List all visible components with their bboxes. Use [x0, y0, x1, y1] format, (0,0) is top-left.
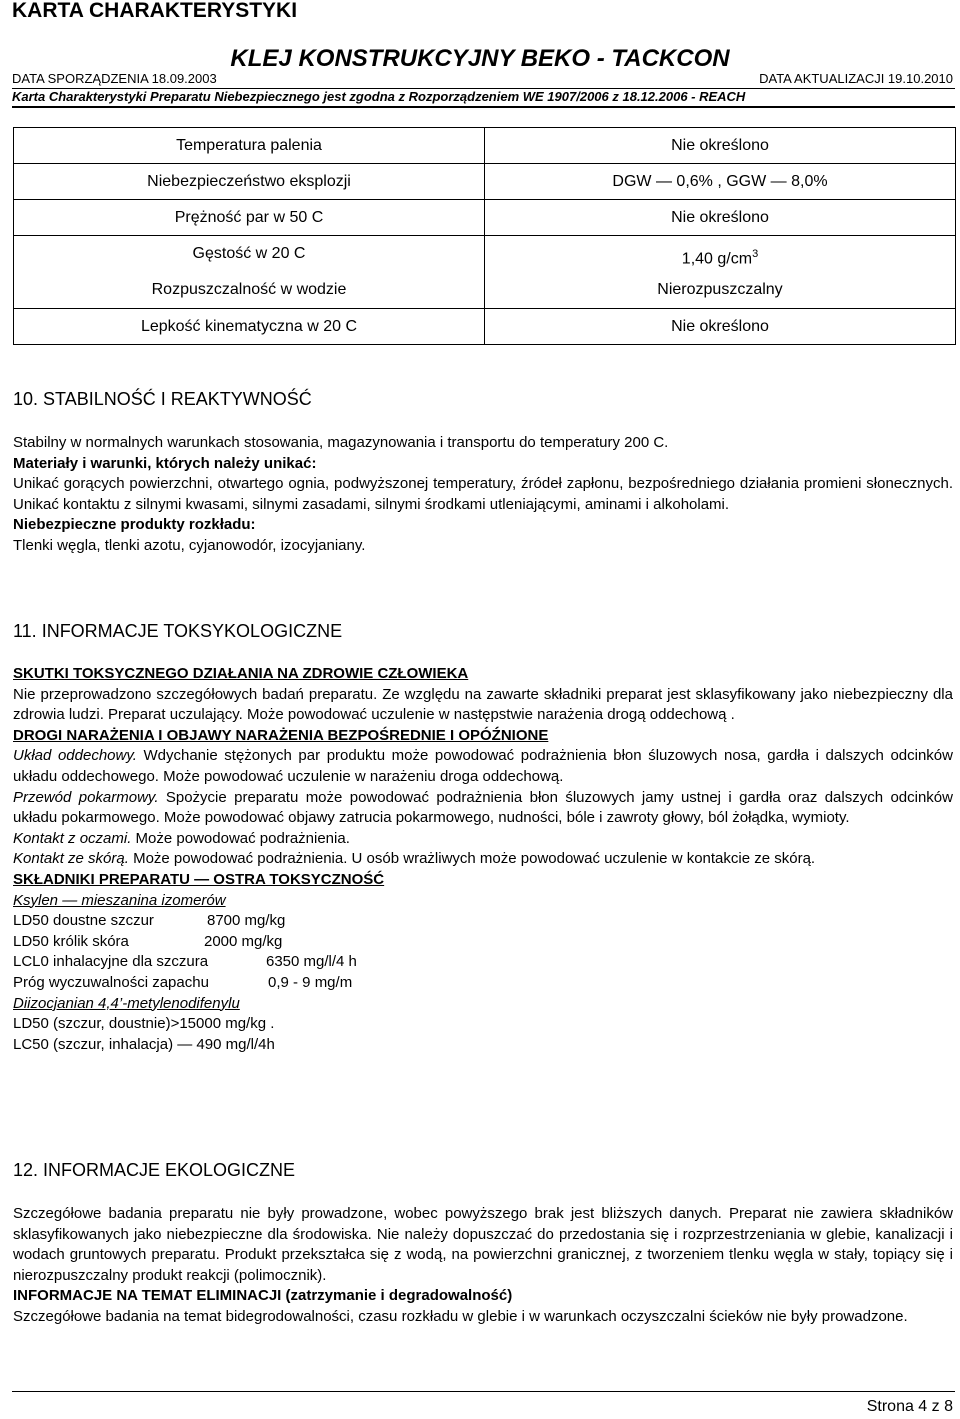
section-11-body	[13, 664, 953, 1055]
property-value: Nie określono	[485, 309, 956, 345]
document-type-title: KARTA CHARAKTERYSTYKI	[12, 0, 298, 22]
avoid-text: Unikać gorących powierzchni, otwartego ognia, podwyższonej temperatury, źródeł zapłonu, bezpośredniego działania promieni słonecznych. Unikać kontaktu z silnymi kwasami, silnymi zasadami, silnymi środkami utleniającymi, aminami i alkoholami.	[13, 475, 953, 513]
toxicity-name: LD50 doustne szczur	[13, 912, 154, 930]
property-value: Nie określono	[485, 128, 956, 164]
property-label: Temperatura palenia	[14, 128, 485, 164]
date-updated: DATA AKTUALIZACJI 19.10.2010	[759, 71, 953, 86]
footer-divider	[12, 1391, 955, 1392]
toxicity-row	[13, 932, 953, 953]
digestive-paragraph	[13, 788, 953, 829]
skin-paragraph	[13, 849, 953, 870]
section-10-body	[13, 433, 953, 557]
property-label: Lepkość kinematyczna w 20 C	[14, 309, 485, 345]
respiratory-label: Układ oddechowy.	[13, 747, 137, 765]
table-row	[14, 128, 956, 164]
product-name: KLEJ KONSTRUKCYJNY BEKO - TACKCON	[230, 45, 730, 72]
section-10-title: 10. STABILNOŚĆ I REAKTYWNOŚĆ	[13, 389, 312, 409]
property-label: Rozpuszczalność w wodzie	[151, 281, 347, 298]
table-row	[14, 200, 956, 236]
toxicity-value: 2000 mg/kg	[204, 932, 283, 950]
toxicity-row	[13, 911, 953, 932]
toxicity-value: 0,9 - 9 mg/m	[268, 973, 353, 991]
property-label: Prężność par w 50 C	[14, 200, 485, 236]
section-12-body	[13, 1204, 953, 1328]
section-11-title: 11. INFORMACJE TOKSYKOLOGICZNE	[13, 621, 343, 641]
routes-heading: DROGI NARAŻENIA I OBJAWY NARAŻENIA BEZPOŚREDNIE I OPÓŹNIONE	[13, 726, 549, 744]
density-value: 1,40 g/cm	[681, 250, 753, 268]
effects-heading: SKUTKI TOKSYCZNEGO DZIAŁANIA NA ZDROWIE CZŁOWIEKA	[13, 665, 469, 682]
property-value	[485, 236, 955, 272]
table-row	[14, 309, 956, 345]
mdi-label: Diizocjanian 4,4’-metylenodifenylu	[13, 994, 240, 1012]
property-label: Niebezpieczeństwo eksplozji	[14, 164, 485, 200]
toxicity-row: LD50 (szczur, doustnie)>15000 mg/kg .	[13, 1015, 275, 1033]
eyes-text: Może powodować podrażnienia.	[131, 829, 350, 847]
respiratory-text: Wdychanie stężonych par produktu może powodować podrażnienia błon śluzowych nosa, gardła i dalszych odcinków układu oddechowego. Może powodować uczulenie w narażeniu droga oddechową.	[13, 747, 953, 785]
property-value: Nie określono	[485, 200, 956, 236]
toxicity-row	[13, 952, 953, 973]
density-unit-exponent: 3	[752, 248, 759, 260]
toxicity-name: Próg wyczuwalności zapachu	[13, 973, 209, 991]
eyes-label: Kontakt z oczami.	[13, 829, 132, 847]
toxicity-row	[13, 973, 953, 994]
elimination-heading: INFORMACJE NA TEMAT ELIMINACJI (zatrzymanie i degradowalność)	[13, 1287, 513, 1305]
skin-text: Może powodować podrażnienia. U osób wrażliwych może powodować uczulenie w kontakcie ze skórą.	[128, 850, 816, 868]
digestive-text: Spożycie preparatu może powodować podrażnienia błon śluzowych jamy ustnej i gardła oraz dalszych odcinków układu pokarmowego. Może powodować objawy zatrucia pokarmowego, nudności, bóle i zawroty głowy, ból żołądka, wymioty.	[13, 788, 953, 827]
property-label: Gęstość w 20 C	[192, 245, 306, 262]
toxicity-value: 6350 mg/l/4 h	[266, 953, 357, 971]
table-row	[14, 236, 956, 309]
compliance-note: Karta Charakterystyki Preparatu Niebezpiecznego jest zgodna z Rozporządzeniem WE 1907/2006 z 18.12.2006 - REACH	[12, 89, 746, 104]
decomposition-heading: Niebezpieczne produkty rozkładu:	[13, 516, 256, 534]
table-row	[14, 164, 956, 200]
acute-toxicity-heading: SKŁADNIKI PREPARATU — OSTRA TOKSYCZNOŚĆ	[13, 870, 385, 888]
property-label-group	[14, 236, 485, 309]
property-value: DGW — 0,6% , GGW — 8,0%	[485, 164, 956, 200]
toxicity-value: 8700 mg/kg	[207, 912, 286, 930]
page-number: Strona 4 z 8	[866, 1398, 953, 1415]
avoid-heading: Materiały i warunki, których należy unikać:	[13, 454, 317, 472]
section-12-title: 12. INFORMACJE EKOLOGICZNE	[13, 1160, 296, 1180]
property-value-group	[485, 236, 956, 309]
skin-label: Kontakt ze skórą.	[13, 850, 129, 868]
toxicity-name: LD50 królik skóra	[13, 932, 129, 950]
toxicity-row: LC50 (szczur, inhalacja) — 490 mg/l/4h	[13, 1035, 275, 1053]
eyes-paragraph	[13, 829, 953, 850]
stability-text: Stabilny w normalnych warunkach stosowania, magazynowania i transportu do temperatury 200 C.	[13, 434, 669, 451]
date-created: DATA SPORZĄDZENIA 18.09.2003	[12, 71, 217, 86]
digestive-label: Przewód pokarmowy.	[13, 788, 159, 806]
header-divider-bottom	[12, 106, 955, 108]
ecology-text: Szczegółowe badania preparatu nie były prowadzone, wobec powyższego brak jest bliższych danych. Preparat nie zawiera składników sklasyfikowanych jako niebezpieczne dla środowiska. Nie należy dopuszczać do przedostania się i rozprzestrzeniania w glebie, kanalizacji i wodach gruntowych preparatu. Produkt przekształca się z wodą, na powierzchni granicznej, z tworzeniem tlenku węgla w stały, topiący się i nierozpuszczalny produkt reakcji (polimocznik).	[13, 1205, 953, 1284]
physical-properties-table	[13, 127, 956, 345]
respiratory-paragraph	[13, 746, 953, 787]
xylene-label: Ksylen — mieszanina izomerów	[13, 891, 226, 909]
elimination-text: Szczegółowe badania na temat bidegrodowalności, czasu rozkładu w glebie i w warunkach oczyszczalni ścieków nie były prowadzone.	[13, 1307, 908, 1325]
property-value: Nierozpuszczalny	[657, 281, 783, 298]
decomposition-text: Tlenki węgla, tlenki azotu, cyjanowodór, izocyjaniany.	[13, 536, 366, 554]
toxicity-name: LCL0 inhalacyjne dla szczura	[13, 953, 209, 971]
effects-text: Nie przeprowadzono szczegółowych badań preparatu. Ze względu na zawarte składniki preparat jest sklasyfikowany jako niebezpieczny dla zdrowia ludzi. Preparat uczulający. Może powodować uczulenie w następstwie narażenia drogą oddechową .	[13, 685, 953, 724]
